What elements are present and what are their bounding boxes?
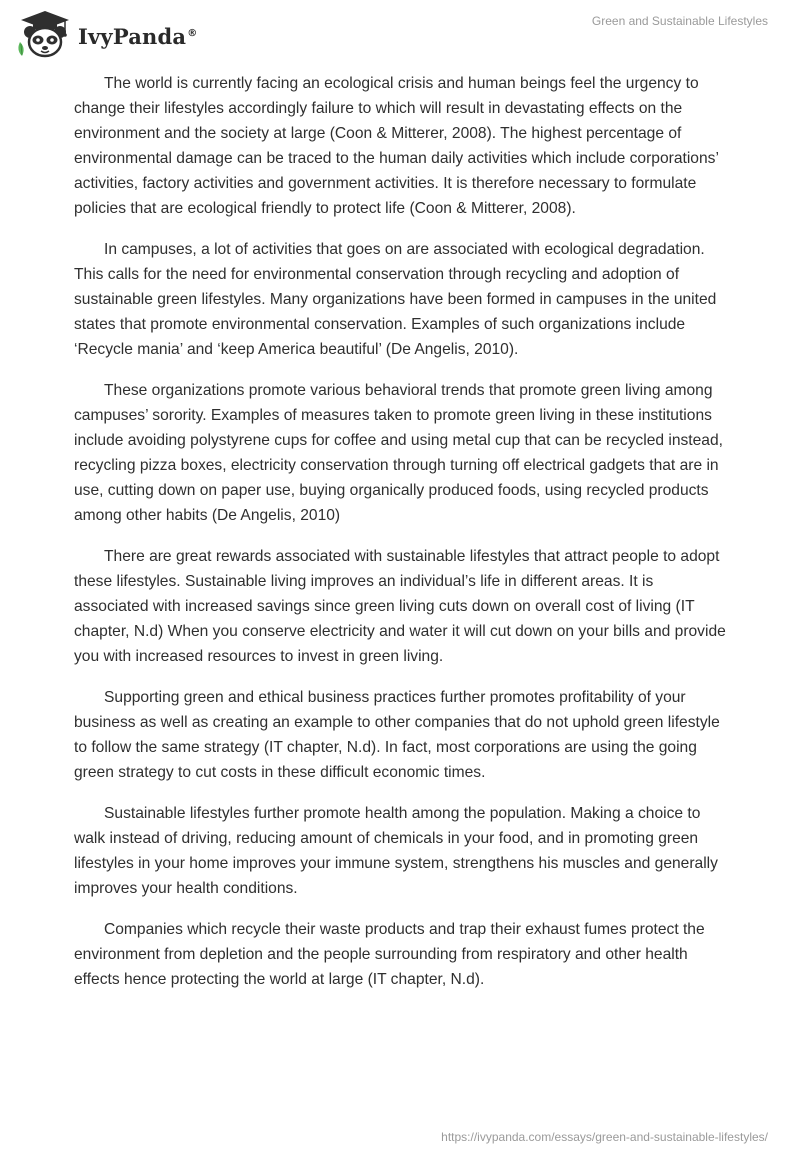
paragraph-3: These organizations promote various behavioral trends that promote green living among campuses’ sorority. Examples of measures taken to promote green living in these institutions include avoiding polystyrene cups for coffee and using metal cup that can be recycled instead, recycling pizza boxes, electricity conservation through turning off electrical gadgets that are in use, cutting down on paper use, buying organically produced foods, using recycled products among other habits (De Angelis, 2010) [74,382,723,524]
paragraph-6: Sustainable lifestyles further promote health among the population. Making a choice to walk instead of driving, reducing amount of chemicals in your food, and in promoting green lifestyles in your home improves your immune system, strengthens his muscles and generally improves your health conditions. [74,805,718,897]
paragraph-7: Companies which recycle their waste products and trap their exhaust fumes protect the environment from depletion and the people surrounding from respiratory and other health effects hence protecting the world at large (IT chapter, N.d). [74,921,705,988]
page-header [0,0,800,70]
source-url-link[interactable]: https://ivypanda.com/essays/green-and-sustainable-lifestyles/ [441,1130,768,1144]
document-title: Green and Sustainable Lifestyles [591,14,768,28]
paragraph-5: Supporting green and ethical business practices further promotes profitability of your business as well as creating an example to other companies that do not uphold green lifestyle to follow the same strategy (IT chapter, N.d). In fact, most corporations are using the going green strategy to cut costs in these difficult economic times. [74,689,720,781]
ivypanda-logo[interactable] [14,8,197,62]
paragraph-4: There are great rewards associated with sustainable lifestyles that attract people to adopt these lifestyles. Sustainable living improves an individual’s life in different areas. It is associated with increased savings since green living cuts down on overall cost of living (IT chapter, N.d) When you conserve electricity and water it will cut down on your bills and provide you with increased resources to invest in green living. [74,548,726,665]
essay-body [74,71,728,1008]
brand-name: IvyPanda® [78,23,198,49]
paragraph-1: The world is currently facing an ecological crisis and human beings feel the urgency to change their lifestyles accordingly failure to which will result in devastating effects on the environment and the society at large (Coon & Mitterer, 2008). The highest percentage of environmental damage can be traced to the human daily activities which include corporations’ activities, factory activities and government activities. It is therefore necessary to formulate policies that are ecological friendly to protect life (Coon & Mitterer, 2008). [74,75,719,217]
panda-graduate-icon [14,8,76,62]
registered-mark: ® [187,27,198,39]
paragraph-2: In campuses, a lot of activities that goes on are associated with ecological degradation. This calls for the need for environmental conservation through recycling and adoption of sustainable green lifestyles. Many organizations have been formed in campuses in the united states that promote environmental conservation. Examples of such organizations include ‘Recycle mania’ and ‘keep America beautiful’ (De Angelis, 2010). [74,241,717,358]
